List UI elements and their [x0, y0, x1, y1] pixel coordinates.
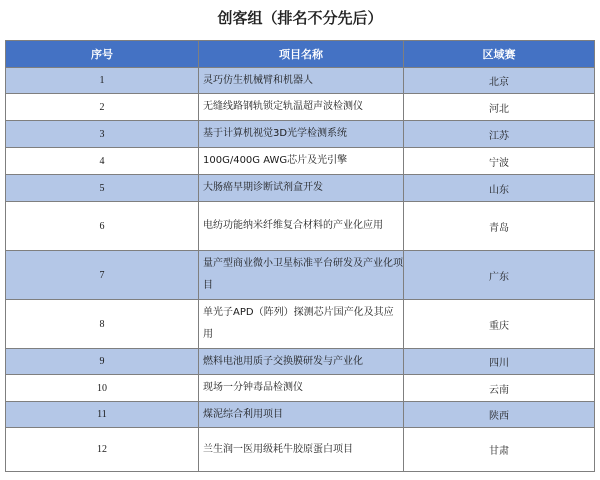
table-row: [6, 94, 595, 121]
table-row: [6, 349, 595, 375]
row-project: 兰生润一医用级耗牛胶原蛋白项目: [199, 428, 404, 472]
row-no: 1: [6, 68, 199, 94]
row-region: 甘肃: [404, 428, 595, 472]
row-project: 基于计算机视觉3D光学检测系统: [199, 121, 404, 148]
row-region: 江苏: [404, 121, 595, 148]
table-row: [6, 121, 595, 148]
row-region: 青岛: [404, 202, 595, 251]
row-project: 煤泥综合利用项目: [199, 402, 404, 428]
row-no: 8: [6, 300, 199, 349]
page-title: 创客组（排名不分先后）: [217, 9, 383, 27]
row-region: 陕西: [404, 402, 595, 428]
row-no: 5: [6, 175, 199, 202]
header-no: 序号: [6, 41, 199, 68]
row-project: 量产型商业微小卫星标准平台研发及产业化项目: [199, 251, 404, 300]
row-no: 6: [6, 202, 199, 251]
row-project: 电纺功能纳米纤维复合材料的产业化应用: [199, 202, 404, 251]
row-project: 无缝线路钢轨锁定轨温超声波检测仪: [199, 94, 404, 121]
row-region: 山东: [404, 175, 595, 202]
table-row: [6, 251, 595, 300]
row-no: 4: [6, 148, 199, 175]
table-header-row: [6, 41, 595, 68]
row-region: 云南: [404, 375, 595, 402]
row-no: 3: [6, 121, 199, 148]
row-region: 四川: [404, 349, 595, 375]
table-row: [6, 428, 595, 472]
row-project: 100G/400G AWG芯片及光引擎: [199, 148, 404, 175]
row-region: 北京: [404, 68, 595, 94]
row-project: 单光子APD（阵列）探测芯片国产化及其应用: [199, 300, 404, 349]
table-row: [6, 68, 595, 94]
table-row: [6, 402, 595, 428]
row-project: 大肠癌早期诊断试剂盒开发: [199, 175, 404, 202]
project-table: [5, 40, 595, 472]
table-row: [6, 375, 595, 402]
row-region: 广东: [404, 251, 595, 300]
row-project: 灵巧仿生机械臂和机器人: [199, 68, 404, 94]
table-row: [6, 148, 595, 175]
row-region: 宁波: [404, 148, 595, 175]
table-row: [6, 175, 595, 202]
header-project: 项目名称: [199, 41, 404, 68]
row-no: 9: [6, 349, 199, 375]
table-row: [6, 202, 595, 251]
row-region: 河北: [404, 94, 595, 121]
row-no: 12: [6, 428, 199, 472]
row-no: 11: [6, 402, 199, 428]
table-row: [6, 300, 595, 349]
row-no: 10: [6, 375, 199, 402]
row-no: 2: [6, 94, 199, 121]
row-region: 重庆: [404, 300, 595, 349]
row-no: 7: [6, 251, 199, 300]
row-project: 现场一分钟毒品检测仪: [199, 375, 404, 402]
row-project: 燃料电池用质子交换膜研发与产业化: [199, 349, 404, 375]
header-region: 区域赛: [404, 41, 595, 68]
